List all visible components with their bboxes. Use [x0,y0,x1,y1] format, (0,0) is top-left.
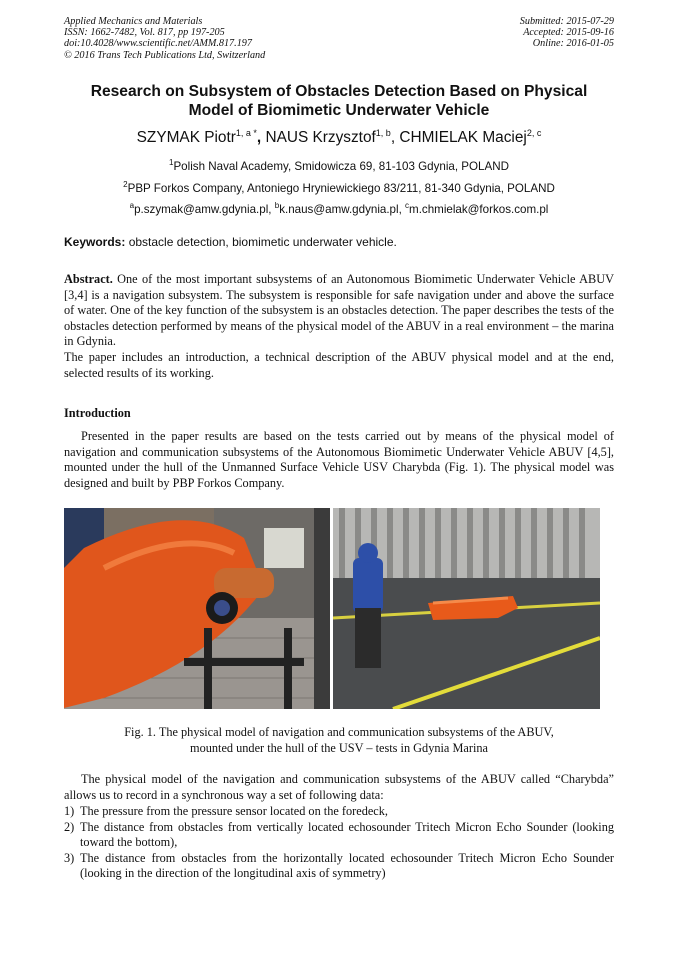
body-paragraph-text: The physical model of the navigation and communication subsystems of the ABUV called “Charybda” allows us to record in a synchronous way a set of following data: [64,772,614,802]
author-emails [64,201,614,216]
figure-photo-right [333,508,600,709]
submission-dates [520,16,614,50]
affiliation-1 [64,158,614,173]
abstract-text: One of the most important subsystems of an Autonomous Biomimetic Underwater Vehicle ABUV [3,4] is a navigation subsystem. The subsystem is responsible for safe navigation under and above the surface of water. One of the key function of the subsystem is an obstacles detection. The paper describes the tests of the obstacles detection performed by means of the physical model of the ABUV in a real environment – the marina in Gdynia. [64,272,614,349]
list-item-text: The pressure from the pressure sensor located on the foredeck, [80,804,388,818]
keywords [64,235,397,249]
abstract-label: Abstract. [64,272,113,286]
introduction-text: Presented in the paper results are based on the tests carried out by means of the physical model of navigation and communication subsystems of the Autonomous Biomimetic Underwater Vehicle ABUV [4,5], mounted under the hull of the Unmanned Surface Vehicle USV Charybda (Fig. 1). The physical model was designed and built by PBP Forkos Company. [64,429,614,490]
caption-line-1: Fig. 1. The physical model of navigation and communication subsystems of the ABUV, [124,725,554,739]
author-separator-1: , [256,129,266,146]
affiliation-2-mark: 2 [123,180,128,189]
email-a[interactable]: p.szymak@amw.gdynia.pl, [134,203,275,216]
abstract-paragraph-2: The paper includes an introduction, a technical description of the ABUV physical model and at the end, selected results of its working. [64,349,614,380]
author-1-name: SZYMAK Piotr [136,129,236,146]
author-separator-2: , [390,129,400,146]
body-paragraph [64,772,614,803]
journal-info [64,16,265,61]
online-date: Online: 2016-01-05 [532,38,614,50]
affiliation-1-text: Polish Naval Academy, Smidowicza 69, 81-103 Gdynia, POLAND [173,160,509,173]
list-item-number: 2) [64,819,75,834]
email-c-mark: c [405,201,410,210]
submitted-date: Submitted: 2015-07-29 [519,16,614,27]
author-1-affiliation-mark: 1, a * [235,128,257,138]
figure-photo-left [64,508,330,709]
introduction-heading: Introduction [64,406,131,420]
list-item [64,804,614,820]
affiliation-1-mark: 1 [169,158,174,167]
title-line-1: Research on Subsystem of Obstacles Detection Based on Physical [90,83,588,100]
list-item-number: 1) [64,804,75,818]
list-item [64,820,614,851]
abstract [64,272,614,381]
author-3-affiliation-mark: 2, c [526,128,542,138]
accepted-date: Accepted: 2015-09-16 [523,27,614,39]
affiliation-2 [64,180,614,195]
affiliation-2-text: PBP Forkos Company, Antoniego Hryniewickiego 83/211, 81-340 Gdynia, POLAND [127,182,555,195]
issn-line: ISSN: 1662-7482, Vol. 817, pp 197-205 [64,27,225,39]
list-item-number: 3) [64,850,75,865]
keywords-label: Keywords: [64,235,126,249]
copyright-line: © 2016 Trans Tech Publications Ltd, Switzerland [64,49,266,61]
list-item [64,851,614,882]
author-2-affiliation-mark: 1, b [375,128,391,138]
email-c[interactable]: m.chmielak@forkos.com.pl [409,203,549,216]
caption-line-2: mounted under the hull of the USV – tests in Gdynia Marina [190,740,488,755]
email-b-mark: b [274,201,280,210]
email-a-mark: a [129,201,135,210]
data-list [64,804,614,882]
figure-caption [64,725,614,756]
list-item-text: The distance from obstacles from vertically located echosounder Tritech Micron Echo Sounder (looking toward the bottom), [80,819,614,850]
email-b[interactable]: k.naus@amw.gdynia.pl, [279,203,406,216]
keywords-text: obstacle detection, biomimetic underwater vehicle. [125,235,397,249]
author-3-name: CHMIELAK Maciej [399,129,527,146]
abstract-paragraph [64,272,614,350]
author-list [64,128,614,147]
introduction-paragraph [64,429,614,491]
title-line-2: Model of Biomimetic Underwater Vehicle [188,102,490,119]
author-2-name: NAUS Krzysztof [265,129,376,146]
journal-name: Applied Mechanics and Materials [64,16,203,27]
list-item-text: The distance from obstacles from the horizontally located echosounder Tritech Micron Echo Sounder (looking in the direction of the longitudinal axis of symmetry) [80,850,614,881]
paper-title [64,82,614,120]
doi-line: doi:10.4028/www.scientific.net/AMM.817.197 [64,38,252,50]
